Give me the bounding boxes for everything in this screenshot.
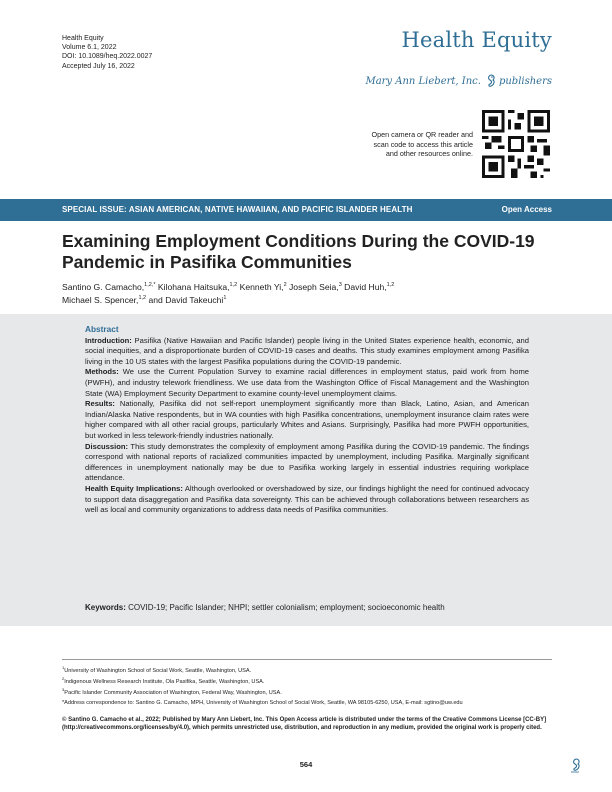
- affiliation-text: Indigenous Wellness Research Institute, Ola Pasifika, Seattle, Washington, USA.: [64, 678, 265, 685]
- author-name: Kilohana Haitsuka,: [155, 281, 230, 292]
- author-name: Michael S. Spencer,: [62, 295, 139, 306]
- journal-name: Health Equity: [62, 35, 104, 42]
- affiliation-item: [62, 664, 282, 675]
- author-name: Santino G. Camacho,: [62, 281, 145, 292]
- publisher-suffix: publishers: [498, 75, 552, 87]
- section-text: Although overlooked or overshadowed by size, our findings highlight the need for continued advocacy to support data disaggregation and Pasifika data sovereignty. This can be achieved through collaborations between researchers as well as local and community organizations to address data needs of Pasifika communities.: [85, 483, 529, 515]
- title-line-2: Pandemic in Pasifika Communities: [62, 252, 352, 272]
- abstract-results: [85, 399, 529, 441]
- affiliation-text: Pacific Islander Community Association of Washington, Federal Way, Washington, USA.: [64, 689, 282, 696]
- open-access-label: Open Access: [501, 205, 552, 214]
- affiliation-number: 3: [62, 687, 65, 693]
- publisher-name: Mary Ann Liebert, Inc.: [365, 75, 481, 87]
- seahorse-logo-icon: [568, 758, 582, 774]
- affiliation-item: [62, 686, 282, 697]
- author-affil: 1: [223, 295, 227, 302]
- license-statement: © Santino G. Camacho et al., 2022; Published by Mary Ann Liebert, Inc. This Open Access article is distributed under the terms of the Creative Commons License [CC-BY] (http://creativecommons.org/licenses/by/4.0), which permits unrestricted use, distribution, and reproduction in any medium, provided the original work is properly cited.: [62, 717, 547, 732]
- journal-meta: [62, 34, 152, 71]
- abstract-implications: [85, 484, 529, 516]
- affiliation-number: 1: [62, 665, 65, 670]
- keywords-label: Keywords:: [85, 603, 126, 612]
- section-text: Nationally, Pasifika did not self-report unemployment significantly more than Black, Latino, Asian, and American Indian/Alaska Native respondents, but in WA counties with high Pasifika concentrations, unemployment insurance claim rates were higher compared with all other racial groups, particularly Whites and Asians. Surprisingly, Pasifika had more PWFH opportunities, but worked in less telework-friendly industries nationally.: [85, 399, 529, 440]
- correspondence: *Address correspondence to: Santino G. Camacho, MPH, University of Washington School of Social Work, Seattle, WA 98105-6250, USA, E-mail: sgtino@uw.edu: [62, 700, 463, 706]
- publisher-line: [365, 74, 552, 88]
- abstract: [85, 324, 529, 516]
- author-affil: 1,2: [229, 282, 238, 288]
- author-name: David Huh,: [341, 281, 387, 292]
- page-number: 564: [299, 760, 313, 769]
- affiliation-item: [62, 675, 282, 686]
- author-name: Kenneth Yi,: [237, 281, 284, 292]
- section-label: Introduction:: [85, 335, 132, 345]
- journal-doi: DOI: 10.1089/heq.2022.0027: [62, 53, 153, 61]
- affiliation-text: University of Washington School of Social Work, Seattle, Washington, USA.: [64, 667, 252, 674]
- author-affil: 1,2: [386, 282, 395, 288]
- abstract-methods: [85, 367, 529, 399]
- journal-volume: Volume 6.1, 2022: [62, 44, 117, 52]
- title-line-1: Examining Employment Conditions During the COVID-19: [62, 231, 535, 251]
- special-issue-banner: [0, 199, 612, 221]
- keywords: [85, 603, 529, 612]
- section-label: Health Equity Implications:: [85, 483, 183, 493]
- author-affil: 1,2: [138, 295, 147, 302]
- abstract-discussion: [85, 442, 529, 484]
- journal-accepted: Accepted July 16, 2022: [62, 62, 135, 70]
- author-name: Joseph Seia,: [286, 281, 339, 292]
- qr-line-2: scan code to access this article: [373, 139, 473, 149]
- keywords-text: COVID-19; Pacific Islander; NHPI; settler colonialism; employment; socioeconomic health: [125, 603, 445, 612]
- author-list: [62, 280, 552, 307]
- footnote-divider: [62, 659, 552, 660]
- article-title: [62, 231, 552, 273]
- author-affil: 3: [338, 282, 342, 288]
- section-label: Discussion:: [85, 441, 129, 451]
- affiliations: [62, 664, 282, 697]
- qr-instructions: [323, 130, 473, 159]
- author-name: and David Takeuchi: [146, 295, 224, 306]
- section-label: Methods:: [85, 367, 119, 377]
- abstract-introduction: [85, 336, 529, 368]
- author-affil: 1,2,*: [144, 282, 156, 288]
- section-text: This study demonstrates the complexity of employment among Pasifika during the COVID-19 pandemic. The findings correspond with national reports of racialized communities impacted by unemployment, including Pasifika. Marginally significant differences in unemployment nationally may be due to Pasifika working largely in essential industries requiring workplace attendance.: [85, 441, 529, 483]
- qr-line-1: Open camera or QR reader and: [371, 130, 473, 139]
- qr-code-icon[interactable]: [482, 110, 550, 178]
- journal-brand: [401, 28, 552, 52]
- special-issue-label: SPECIAL ISSUE: ASIAN AMERICAN, NATIVE HAWAIIAN, AND PACIFIC ISLANDER HEALTH: [62, 205, 413, 214]
- section-text: Pasifika (Native Hawaiian and Pacific Islander) people living in the United States experience health, economic, and social inequities, and a disproportionate burden of COVID-19 cases and deaths. This study examines employment among Pasifika living in the 10 US states with the largest Pasifika populations during the COVID-19 pandemic.: [85, 335, 529, 366]
- abstract-heading: Abstract: [85, 324, 119, 334]
- author-affil: 2: [283, 282, 287, 288]
- section-label: Results:: [85, 399, 115, 409]
- brand-title: Health Equity: [401, 28, 552, 52]
- affiliation-number: 2: [62, 676, 65, 682]
- seahorse-logo-icon: [483, 74, 497, 88]
- section-text: We use the Current Population Survey to examine racial differences in employment status, paid work from home (PWFH), and industry telework friendliness. We use data from the Washington Office of Fiscal Management and the Washington State (WA) Employment Security Department to examine county-level unemployment claims.: [85, 367, 529, 398]
- qr-line-3: and other resources online.: [385, 149, 473, 158]
